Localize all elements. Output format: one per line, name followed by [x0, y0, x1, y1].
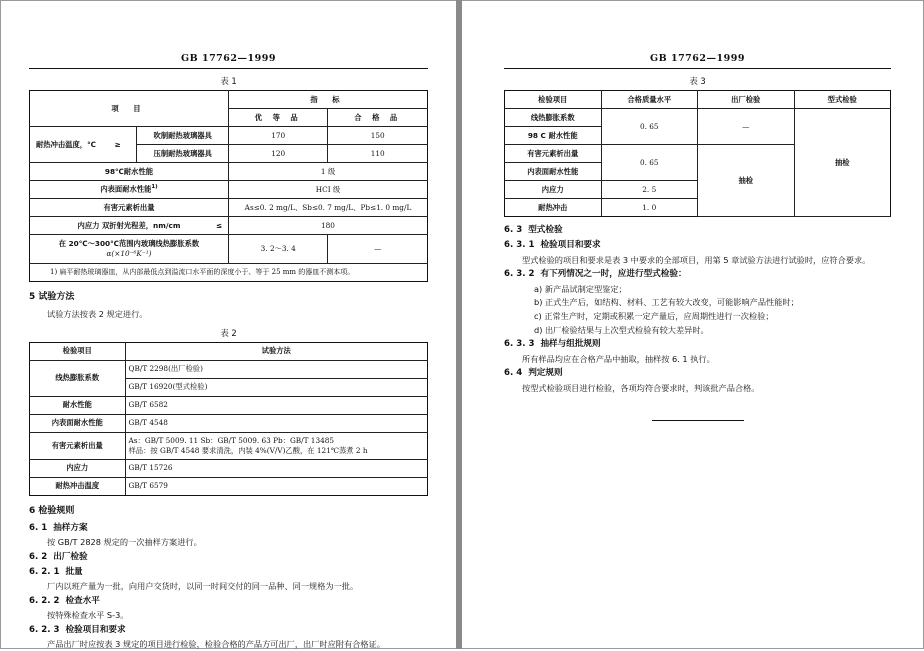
table1-row1-label: 耐热冲击温度，℃ — [36, 139, 96, 149]
table3-aql-group2: 0. 65 — [601, 145, 698, 181]
section-6-3-2-item-a: a) 新产品试制定型鉴定； — [534, 283, 627, 294]
section-6-2-2-title — [29, 595, 428, 608]
table3-header-item: 检验项目 — [505, 91, 602, 109]
section-6-2-label: 出厂检验 — [53, 551, 88, 562]
header-rule-left — [29, 68, 428, 69]
table1-header-item: 项 目 — [111, 103, 147, 113]
table1-header-qualified: 合 格 品 — [354, 112, 402, 122]
section-6-2-3-num: 6. 2. 3 — [29, 624, 60, 635]
table2-row6-label: 耐热冲击温度 — [30, 477, 126, 495]
table1-row3-label: 98℃耐水性能 — [30, 163, 229, 181]
header-rule-right — [504, 68, 891, 69]
section-6-2-3-label: 检验项目和要求 — [65, 624, 126, 635]
table2-row4-label: 有害元素析出量 — [30, 432, 126, 459]
section-6-2-num: 6. 2 — [29, 551, 48, 562]
table3-caption: 表 3 — [689, 76, 706, 86]
section-6-1-title — [29, 522, 428, 535]
table3-header-factory: 出厂检验 — [698, 91, 795, 109]
table2-row1-method2: GB/T 16920(型式检验) — [125, 378, 427, 396]
table1-row1-value-premium: 170 — [228, 127, 328, 145]
section-6-3-num: 6. 3 — [504, 225, 523, 235]
table2-row5-method: GB/T 15726 — [125, 459, 427, 477]
table1-row2-value-qualified: 110 — [328, 145, 428, 163]
section-6-3-2-item-d: d) 出厂检验结果与上次型式检验有较大差异时。 — [534, 324, 709, 335]
table1-row7-value-premium: 3. 2～3. 4 — [228, 235, 328, 264]
table1-row1-operator: ≥ — [114, 139, 121, 149]
table3-header-aql: 合格质量水平 — [601, 91, 698, 109]
table1-row4-label: 内表面耐水性能 — [100, 184, 152, 194]
table1-row5-value: As≤0. 2 mg/L、Sb≤0. 7 mg/L、Pb≤1. 0 mg/L — [228, 199, 427, 217]
section-6-3-2-num: 6. 3. 2 — [504, 269, 535, 280]
table2-row4-method1: As：GB/T 5009. 11 Sb：GB/T 5009. 63 Pb：GB/T 13485 — [128, 435, 335, 445]
table2-row5-label: 内应力 — [30, 459, 126, 477]
table-row — [30, 264, 428, 282]
section-6-3-3-label: 抽样与组批规则 — [540, 339, 601, 350]
table1-row2-value-premium: 120 — [228, 145, 328, 163]
end-of-document-rule — [652, 420, 744, 421]
table3-row6-aql: 1. 0 — [601, 199, 698, 217]
table2-row6-method: GB/T 6579 — [125, 477, 427, 495]
table3-row5-aql: 2. 5 — [601, 181, 698, 199]
table1-row1-value-qualified: 150 — [328, 127, 428, 145]
page-right — [462, 0, 924, 649]
table-row — [30, 459, 428, 477]
table-1 — [29, 90, 428, 282]
section-6-3-label: 型式检验 — [528, 225, 563, 235]
section-6-2-3-body: 产品出厂时应按表 3 规定的项目进行检验，检验合格的产品方可出厂，出厂时应附有合格证。 — [47, 639, 385, 650]
table1-row4-footnote-mark: 1) — [151, 184, 158, 191]
table1-row7-value-qualified: — — [328, 235, 428, 264]
table-row — [30, 396, 428, 414]
section-6-4-num: 6. 4 — [504, 368, 523, 379]
table-row — [30, 414, 428, 432]
table3-row2-label: 98 C 耐水性能 — [505, 127, 602, 145]
table3-row5-label: 内应力 — [505, 181, 602, 199]
table1-row2-sub2: 压制耐热玻璃器具 — [137, 145, 229, 163]
table2-header-method: 试验方法 — [125, 342, 427, 360]
section-6-1-body: 按 GB/T 2828 规定的一次抽样方案进行。 — [47, 536, 202, 547]
table1-row4-value: HCI 级 — [228, 181, 427, 199]
table1-row6-value: 180 — [228, 217, 427, 235]
table3-row6-label: 耐热冲击 — [505, 199, 602, 217]
section-6-3-title — [504, 224, 891, 237]
running-head-right: GB 17762—1999 — [650, 53, 745, 64]
section-6-3-3-body: 所有样品均应在合格产品中抽取，抽样按 6. 1 执行。 — [522, 353, 715, 364]
section-6-3-2-item-b: b) 正式生产后，如结构、材料、工艺有较大改变，可能影响产品性能时； — [534, 297, 799, 308]
table-row — [30, 477, 428, 495]
section-6-2-1-num: 6. 2. 1 — [29, 566, 60, 577]
table1-row5-label: 有害元素析出量 — [30, 199, 229, 217]
table-row — [30, 163, 428, 181]
section-6-2-2-body: 按特殊检查水平 S-3。 — [47, 610, 129, 621]
table3-factory-dash: — — [698, 109, 795, 145]
section-6-3-3-title — [504, 338, 891, 351]
section-6-3-2-label: 有下列情况之一时，应进行型式检验： — [540, 269, 687, 280]
section-6-4-title — [504, 367, 891, 380]
section-6-1-num: 6. 1 — [29, 522, 48, 533]
table1-row1-sub1: 吹制耐热玻璃器具 — [137, 127, 229, 145]
table3-row3-label: 有害元素析出量 — [505, 145, 602, 163]
table-row — [30, 432, 428, 459]
section-6-2-3-title — [29, 624, 428, 637]
table2-row2-label: 耐水性能 — [30, 396, 126, 414]
section-6-3-3-num: 6. 3. 3 — [504, 339, 535, 350]
table-row — [30, 217, 428, 235]
table1-header-premium: 优 等 品 — [254, 112, 302, 122]
table3-row4-label: 内表面耐水性能 — [505, 163, 602, 181]
table-row — [30, 360, 428, 378]
table3-row1-label: 线热膨胀系数 — [505, 109, 602, 127]
table3-type-sample: 抽检 — [794, 109, 891, 217]
section-6-heading: 6 检验规则 — [29, 505, 75, 516]
section-5-body: 试验方法按表 2 规定进行。 — [47, 308, 148, 319]
section-6-1-label: 抽样方案 — [53, 522, 88, 533]
table1-caption: 表 1 — [220, 76, 237, 86]
table1-row6-label: 内应力 双折射光程差，nm/cm — [77, 220, 181, 230]
section-6-2-2-label: 检查水平 — [65, 595, 100, 606]
section-6-3-2-title — [504, 268, 891, 281]
section-6-3-1-label: 检验项目和要求 — [540, 240, 601, 251]
section-6-3-1-title — [504, 239, 891, 252]
table-row — [505, 109, 891, 127]
table1-row6-operator: ≤ — [215, 220, 222, 230]
table2-row3-method: GB/T 4548 — [125, 414, 427, 432]
table2-row3-label: 内表面耐水性能 — [30, 414, 126, 432]
section-6-2-1-body: 厂内以班产量为一批，向用户交货时，以同一时间交付的同一品种、同一规格为一批。 — [47, 581, 359, 592]
section-6-2-1-title — [29, 566, 428, 579]
table-row — [30, 181, 428, 199]
table1-row3-value: 1 级 — [228, 163, 427, 181]
table-2 — [29, 342, 428, 496]
table2-row1-method1: QB/T 2298(出厂检验) — [125, 360, 427, 378]
section-6-2-title — [29, 551, 428, 564]
table3-aql-group1: 0. 65 — [601, 109, 698, 145]
section-6-4-label: 判定规则 — [528, 368, 563, 379]
table1-row7-label-line2: α(×10⁻⁶K⁻¹) — [106, 249, 152, 258]
table-row — [30, 91, 428, 109]
section-6-3-1-body: 型式检验的项目和要求是表 3 中要求的全部项目，用第 5 章试验方法进行试验时，应符合要求。 — [522, 254, 871, 265]
section-6-4-body: 按型式检验项目进行检验，各项均符合要求时，判该批产品合格。 — [522, 382, 760, 393]
table2-row1-label: 线热膨胀系数 — [30, 360, 126, 396]
table1-row7-label-line1: 在 20℃～300℃范围内玻璃线热膨胀系数 — [58, 239, 200, 249]
section-6-3-2-item-c: c) 正常生产时，定期或积累一定产量后，应周期性进行一次检验； — [534, 311, 774, 322]
table-row — [30, 235, 428, 264]
table2-row4-method2: 样品：按 GB/T 4548 要求清洗，内装 4%(V/V)乙酸，在 121℃蒸煮 2 h — [128, 445, 368, 455]
table3-factory-sample: 抽检 — [698, 145, 795, 217]
table-row — [30, 127, 428, 145]
table-row — [30, 199, 428, 217]
section-6-3-1-num: 6. 3. 1 — [504, 240, 535, 251]
section-5-heading: 5 试验方法 — [29, 292, 75, 302]
section-6-2-2-num: 6. 2. 2 — [29, 595, 60, 606]
table2-header-item: 检验项目 — [30, 342, 126, 360]
table-row — [505, 91, 891, 109]
running-head-left: GB 17762—1999 — [181, 53, 276, 64]
table-3 — [504, 90, 891, 217]
table1-footnote: 1) 扁平耐热玻璃器皿，从内部最低点到溢流口水平面的深度小于、等于 25 mm 的器皿不测本项。 — [30, 264, 428, 282]
table3-header-type: 型式检验 — [794, 91, 891, 109]
table1-header-index: 指 标 — [310, 94, 346, 104]
table2-caption: 表 2 — [220, 327, 237, 338]
section-6-2-1-label: 批量 — [65, 566, 83, 577]
table2-row2-method: GB/T 6582 — [125, 396, 427, 414]
table-row — [30, 342, 428, 360]
page-left — [0, 0, 456, 649]
